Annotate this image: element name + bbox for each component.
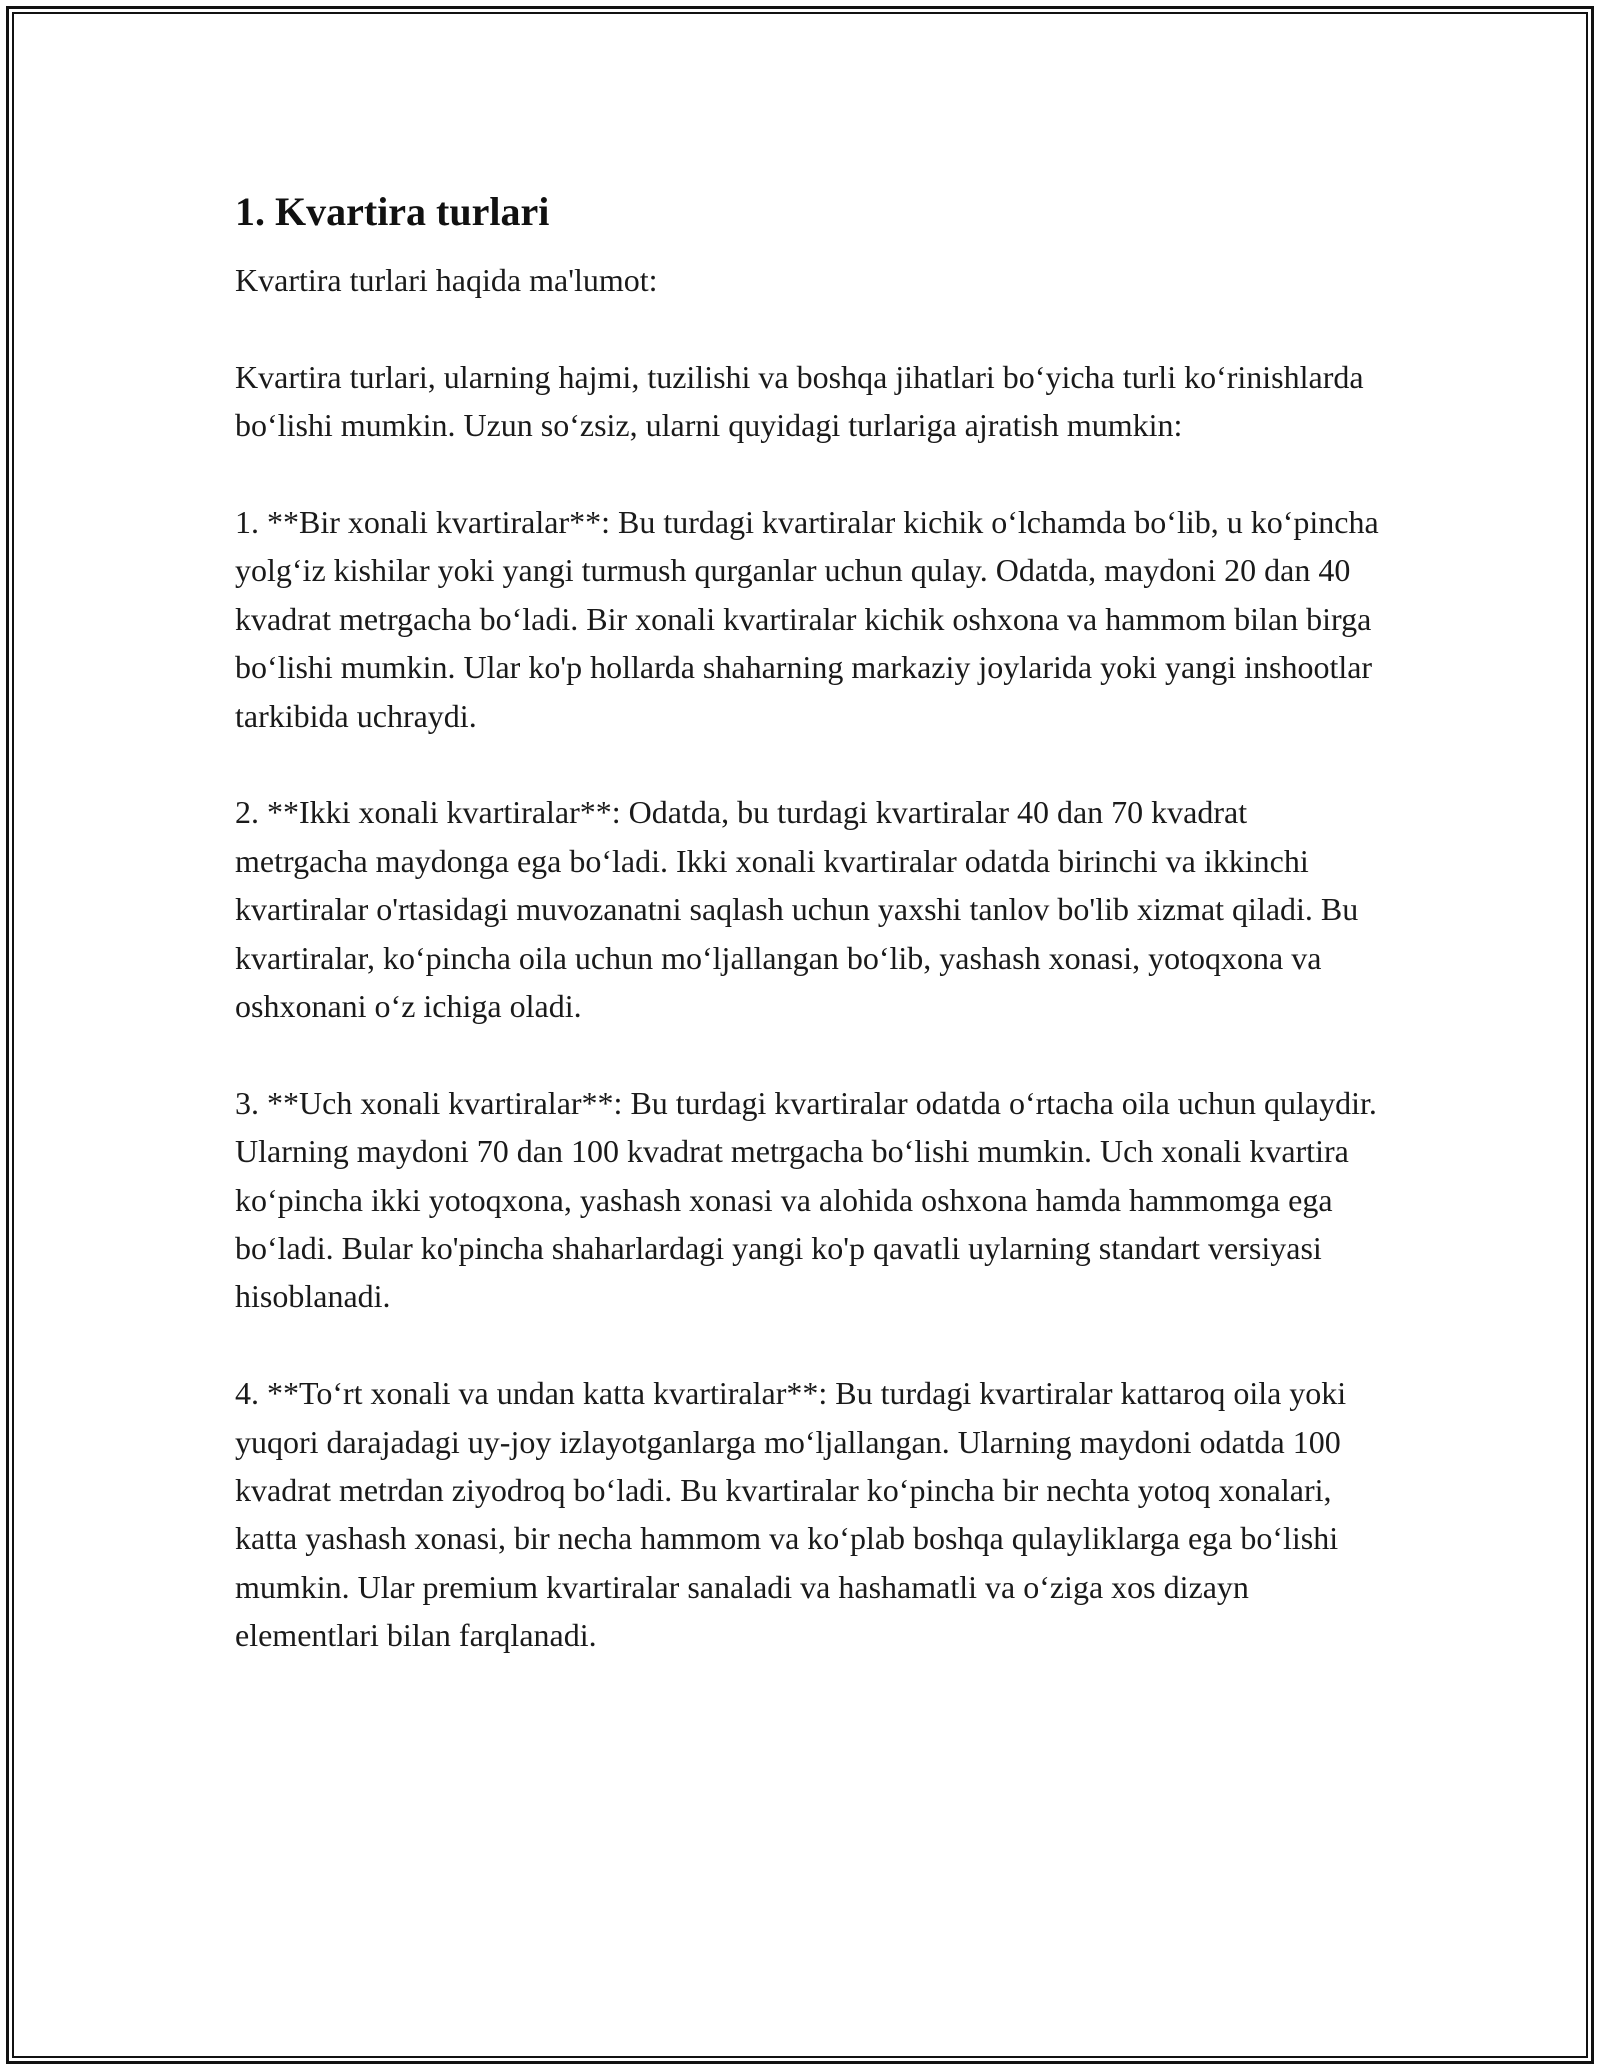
list-item-one-room: 1. **Bir xonali kvartiralar**: Bu turdagi kvartiralar kichik o‘lchamda bo‘lib, u ko‘pincha yolg‘iz kishilar yoki yangi turmush qurganlar uchun qulay. Odatda, maydoni 20 dan 40 kvadrat metrgacha bo‘ladi. Bir xonali kvartiralar kichik oshxona va hammom bilan birga bo‘lishi mumkin. Ular ko'p hollarda shaharning markaziy joylarida yoki yangi inshootlar tarkibida uchraydi. — [235, 504, 1379, 734]
section-heading: 1. Kvartira turlari — [235, 189, 550, 234]
document-body — [235, 182, 1385, 1708]
overview-paragraph: Kvartira turlari, ularning hajmi, tuzilishi va boshqa jihatlari bo‘yicha turli ko‘rinishlarda bo‘lishi mumkin. Uzun so‘zsiz, ularni quyidagi turlariga ajratish mumkin: — [235, 358, 1364, 444]
list-item-two-room: 2. **Ikki xonali kvartiralar**: Odatda, bu turdagi kvartiralar 40 dan 70 kvadrat metrgacha maydonga ega bo‘ladi. Ikki xonali kvartiralar odatda birinchi va ikkinchi kvartiralar o'rtasidagi muvozanatni saqlash uchun yaxshi tanlov bo'lib xizmat qiladi. Bu kvartiralar, ko‘pincha oila uchun mo‘ljallangan bo‘lib, yashash xonasi, yotoqxona va oshxonani o‘z ichiga oladi. — [235, 794, 1359, 1025]
intro-paragraph: Kvartira turlari haqida ma'lumot: — [235, 262, 658, 298]
list-item-four-room: 4. **To‘rt xonali va undan katta kvartiralar**: Bu turdagi kvartiralar kattaroq oila yoki yuqori darajadagi uy-joy izlayotganlarga mo‘ljallangan. Ularning maydoni odatda 100 kvadrat metrdan ziyodroq bo‘ladi. Bu kvartiralar ko‘pincha bir nechta yotoq xonalari, katta yashash xonasi, bir necha hammom va ko‘plab boshqa qulayliklarga ega bo‘lishi mumkin. Ular premium kvartiralar sanaladi va hashamatli va o‘ziga xos dizayn elementlari bilan farqlanadi. — [235, 1375, 1347, 1654]
list-item-three-room: 3. **Uch xonali kvartiralar**: Bu turdagi kvartiralar odatda o‘rtacha oila uchun qulaydir. Ularning maydoni 70 dan 100 kvadrat metrgacha bo‘lishi mumkin. Uch xonali kvartira ko‘pincha ikki yotoqxona, yashash xonasi va alohida oshxona hamda hammomga ega bo‘ladi. Bular ko'pincha shaharlardagi yangi ko'p qavatli uylarning standart versiyasi hisoblanadi. — [235, 1084, 1377, 1315]
